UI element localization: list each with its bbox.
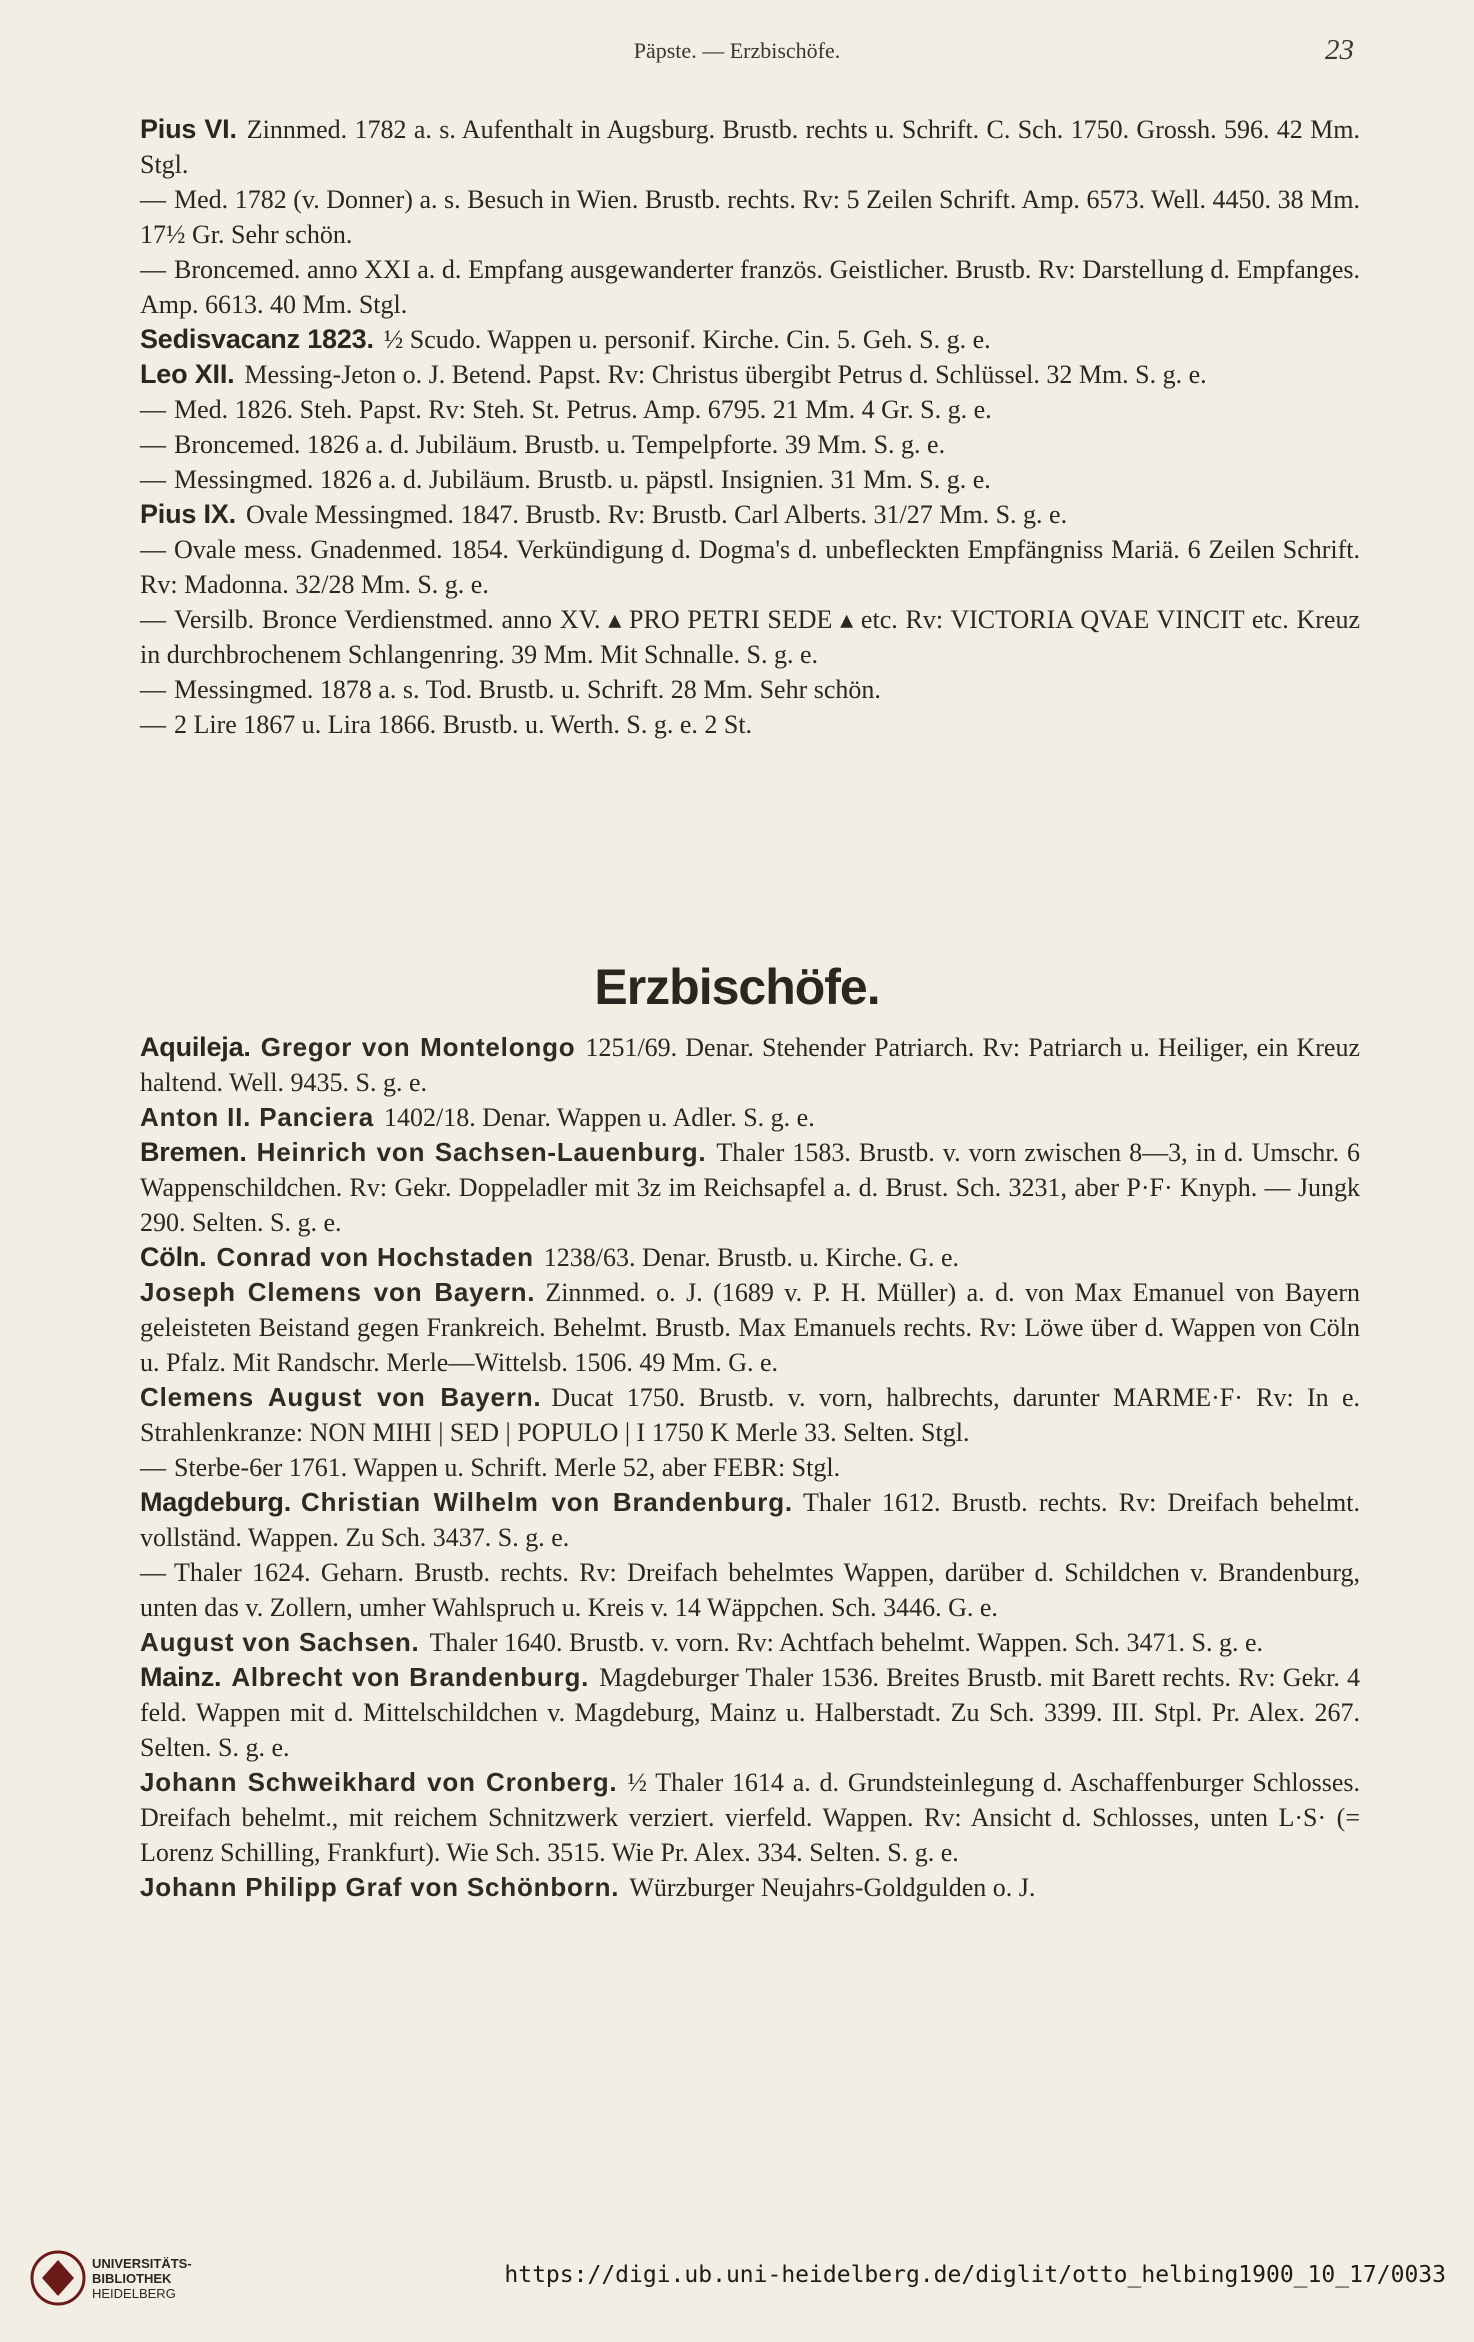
entry-description: Versilb. Bronce Verdienstmed. anno XV. ▴ PRO PETRI SEDE ▴ etc. Rv: VICTORIA QVAE VINCIT etc. Kreuz in durchbrochenem Schlangenring. 39 Mm. Mit Schnalle. S. g. e. bbox=[140, 605, 1360, 669]
entry-heading: Magdeburg. bbox=[140, 1487, 291, 1517]
entry-number bbox=[0, 1276, 8, 1311]
catalog-entry bbox=[0, 1030, 1360, 1100]
entry-dash: — bbox=[140, 255, 166, 284]
catalog-entry bbox=[0, 1135, 1360, 1240]
entry-description: 1402/18. Denar. Wappen u. Adler. S. g. e. bbox=[384, 1103, 815, 1132]
entry-number bbox=[0, 393, 8, 428]
library-name-line: UNIVERSITÄTS- bbox=[92, 2256, 192, 2271]
catalog-entry bbox=[0, 427, 1360, 462]
entry-description: 1238/63. Denar. Brustb. u. Kirche. G. e. bbox=[543, 1243, 959, 1272]
entry-description: Broncemed. 1826 a. d. Jubiläum. Brustb. u. Tempelpforte. 39 Mm. S. g. e. bbox=[174, 430, 946, 459]
entry-number bbox=[0, 1451, 8, 1486]
entry-ruler-name: Anton II. Panciera bbox=[140, 1102, 375, 1132]
catalog-entry bbox=[0, 357, 1360, 392]
section-title: Erzbischöfe. bbox=[594, 959, 880, 1015]
entry-number bbox=[0, 533, 8, 568]
entry-heading: Leo XII. bbox=[140, 359, 235, 389]
entry-number bbox=[0, 1556, 8, 1591]
catalog-entry bbox=[0, 672, 1360, 707]
entry-number bbox=[0, 323, 8, 358]
entry-heading: Pius VI. bbox=[140, 114, 237, 144]
catalog-entry bbox=[0, 1870, 1360, 1905]
entry-description: Messingmed. 1826 a. d. Jubiläum. Brustb. u. päpstl. Insignien. 31 Mm. S. g. e. bbox=[174, 465, 991, 494]
catalog-entry bbox=[0, 462, 1360, 497]
entry-number bbox=[0, 603, 8, 638]
entry-number bbox=[0, 1241, 8, 1276]
entry-number bbox=[0, 498, 8, 533]
entry-ruler-name: Joseph Clemens von Bayern. bbox=[140, 1277, 536, 1307]
entry-number bbox=[0, 1766, 8, 1801]
catalog-entry bbox=[0, 1240, 1360, 1275]
entry-description: Zinnmed. 1782 a. s. Aufenthalt in Augsburg. Brustb. rechts u. Schrift. C. Sch. 1750. Grossh. 596. 42 Mm. Stgl. bbox=[140, 115, 1360, 179]
entry-description: Med. 1782 (v. Donner) a. s. Besuch in Wien. Brustb. rechts. Rv: 5 Zeilen Schrift. Amp. 6573. Well. 4450. 38 Mm. 17½ Gr. Sehr schön. bbox=[140, 185, 1360, 249]
entry-list-archbishops bbox=[70, 1030, 1360, 1905]
page-number: 23 bbox=[1325, 34, 1354, 66]
entry-number bbox=[0, 1486, 8, 1521]
catalog-entry bbox=[0, 1660, 1360, 1765]
entry-description: Ducat 1750. Brustb. v. vorn, halbrechts, darunter MARME·F· Rv: In e. Strahlenkranze: NON MIHI | SED | POPULO | I 1750 K Merle 33. Selten. Stgl. bbox=[140, 1383, 1360, 1447]
entry-ruler-name: Johann Schweikhard von Cronberg. bbox=[140, 1767, 618, 1797]
library-name-line: HEIDELBERG bbox=[92, 2286, 176, 2301]
entry-number bbox=[0, 1626, 8, 1661]
catalog-entry bbox=[0, 1485, 1360, 1555]
entry-heading: Mainz. bbox=[140, 1662, 222, 1692]
entry-description: Messingmed. 1878 a. s. Tod. Brustb. u. Schrift. 28 Mm. Sehr schön. bbox=[174, 675, 881, 704]
entry-number bbox=[0, 708, 8, 743]
entry-ruler-name: Gregor von Montelongo bbox=[260, 1032, 576, 1062]
entry-dash: — bbox=[140, 535, 166, 564]
entry-dash: — bbox=[140, 465, 166, 494]
source-url-link[interactable]: https://digi.ub.uni-heidelberg.de/diglit/otto_helbing1900_10_17/0033 bbox=[504, 2262, 1446, 2288]
entry-number bbox=[0, 1871, 8, 1906]
entry-description: Ovale mess. Gnadenmed. 1854. Verkündigung d. Dogma's d. unbefleckten Empfängniss Mariä. 6 Zeilen Schrift. Rv: Madonna. 32/28 Mm. S. g. e. bbox=[140, 535, 1360, 599]
entry-description: Thaler 1624. Geharn. Brustb. rechts. Rv: Dreifach behelmtes Wappen, darüber d. Schildchen v. Brandenburg, unten das v. Zollern, umher Wahlspruch u. Kreis v. 14 Wäppchen. Sch. 3446. G. e. bbox=[140, 1558, 1360, 1622]
catalog-entry bbox=[0, 602, 1360, 672]
catalog-entry bbox=[0, 1765, 1360, 1870]
entry-ruler-name: Albrecht von Brandenburg. bbox=[231, 1662, 590, 1692]
entry-number bbox=[0, 183, 8, 218]
catalog-entry bbox=[0, 497, 1360, 532]
entry-description: Messing-Jeton o. J. Betend. Papst. Rv: Christus übergibt Petrus d. Schlüssel. 32 Mm. S. g. e. bbox=[244, 360, 1207, 389]
entry-description: Sterbe-6er 1761. Wappen u. Schrift. Merle 52, aber FEBR: Stgl. bbox=[174, 1453, 841, 1482]
entry-description: Magdeburger Thaler 1536. Breites Brustb. mit Barett rechts. Rv: Gekr. 4 feld. Wappen mit d. Mittelschildchen v. Magdeburg, Mainz u. Halberstadt. Zu Sch. 3399. III. Stpl. Pr. Alex. 267. Selten. S. g. e. bbox=[140, 1663, 1360, 1762]
catalog-entry bbox=[0, 252, 1360, 322]
entry-ruler-name: Heinrich von Sachsen-Lauenburg. bbox=[256, 1137, 707, 1167]
entry-description: Thaler 1583. Brustb. v. vorn zwischen 8—3, in d. Umschr. 6 Wappenschildchen. Rv: Gekr. Doppeladler mit 3z im Reichsapfel a. d. Brust. Sch. 3231, aber P·F· Knyph. — Jungk 290. Selten. S. g. e. bbox=[140, 1138, 1361, 1237]
entry-heading: Pius IX. bbox=[140, 499, 236, 529]
entry-dash: — bbox=[140, 1453, 166, 1482]
entry-number bbox=[0, 113, 8, 148]
entry-ruler-name: Christian Wilhelm von Brandenburg. bbox=[301, 1487, 793, 1517]
catalog-entry bbox=[0, 1275, 1360, 1380]
catalog-entry bbox=[0, 392, 1360, 427]
entry-number bbox=[0, 673, 8, 708]
entry-dash: — bbox=[140, 605, 166, 634]
entry-list-popes bbox=[70, 112, 1360, 742]
catalog-entry bbox=[0, 1380, 1360, 1450]
entry-number bbox=[0, 1136, 8, 1171]
entry-heading: Bremen. bbox=[140, 1137, 247, 1167]
entry-description: ½ Scudo. Wappen u. personif. Kirche. Cin. 5. Geh. S. g. e. bbox=[383, 325, 991, 354]
entry-dash: — bbox=[140, 675, 166, 704]
entry-number bbox=[0, 1661, 8, 1696]
catalog-entry bbox=[0, 182, 1360, 252]
entry-description: 2 Lire 1867 u. Lira 1866. Brustb. u. Werth. S. g. e. 2 St. bbox=[174, 710, 753, 739]
catalog-entry bbox=[0, 322, 1360, 357]
entry-dash: — bbox=[140, 1558, 166, 1587]
entry-description: Würzburger Neujahrs-Goldgulden o. J. bbox=[629, 1873, 1036, 1902]
entry-number bbox=[0, 358, 8, 393]
entry-number bbox=[0, 1101, 8, 1136]
entry-description: Med. 1826. Steh. Papst. Rv: Steh. St. Petrus. Amp. 6795. 21 Mm. 4 Gr. S. g. e. bbox=[174, 395, 992, 424]
entry-description: 1251/69. Denar. Stehender Patriarch. Rv: Patriarch u. Heiliger, ein Kreuz haltend. Well. 9435. S. g. e. bbox=[140, 1033, 1360, 1097]
entry-number bbox=[0, 1381, 8, 1416]
entry-heading: Cöln. bbox=[140, 1242, 207, 1272]
catalog-entry bbox=[0, 532, 1360, 602]
entry-heading: Aquileja. bbox=[140, 1032, 251, 1062]
entry-ruler-name: Clemens August von Bayern. bbox=[140, 1382, 542, 1412]
running-title: Päpste. — Erzbischöfe. bbox=[633, 38, 841, 63]
entry-number bbox=[0, 1031, 8, 1066]
entry-description: Zinnmed. o. J. (1689 v. P. H. Müller) a. d. von Max Emanuel von Bayern geleisteten Beistand gegen Frankreich. Behelmt. Brustb. Max Emanuels rechts. Rv: Löwe über d. Wappen von Cöln u. Pfalz. Mit Randschr. Merle—Wittelsb. 1506. 49 Mm. G. e. bbox=[140, 1278, 1361, 1377]
entry-ruler-name: Conrad von Hochstaden bbox=[216, 1242, 534, 1272]
library-name-line: BIBLIOTHEK bbox=[92, 2271, 172, 2286]
catalog-entry bbox=[0, 707, 1360, 742]
entry-dash: — bbox=[140, 430, 166, 459]
entry-description: Thaler 1612. Brustb. rechts. Rv: Dreifach behelmt. vollständ. Wappen. Zu Sch. 3437. S. g. e. bbox=[140, 1488, 1360, 1552]
catalog-entry bbox=[0, 1450, 1360, 1485]
entry-heading: Sedisvacanz 1823. bbox=[140, 324, 374, 354]
catalog-entry bbox=[0, 1555, 1360, 1625]
library-logo-icon bbox=[28, 2248, 88, 2308]
library-name bbox=[92, 2256, 192, 2301]
entry-ruler-name: Johann Philipp Graf von Schönborn. bbox=[140, 1872, 620, 1902]
entry-dash: — bbox=[140, 710, 166, 739]
entry-description: Broncemed. anno XXI a. d. Empfang ausgewanderter französ. Geistlicher. Brustb. Rv: Darstellung d. Empfanges. Amp. 6613. 40 Mm. Stgl. bbox=[140, 255, 1360, 319]
entry-description: ½ Thaler 1614 a. d. Grundsteinlegung d. Aschaffenburger Schlosses. Dreifach behelmt., mit reichem Schnitzwerk verziert. vierfeld. Wappen. Rv: Ansicht d. Schlosses, unten L·S· (= Lorenz Schilling, Frankfurt). Wie Sch. 3515. Wie Pr. Alex. 334. Selten. S. g. e. bbox=[140, 1768, 1360, 1867]
entry-number bbox=[0, 463, 8, 498]
entry-number bbox=[0, 428, 8, 463]
catalog-entry bbox=[0, 1625, 1360, 1660]
entry-dash: — bbox=[140, 185, 166, 214]
catalog-entry bbox=[0, 1100, 1360, 1135]
entry-number bbox=[0, 253, 8, 288]
entry-ruler-name: August von Sachsen. bbox=[140, 1627, 420, 1657]
entry-dash: — bbox=[140, 395, 166, 424]
entry-description: Thaler 1640. Brustb. v. vorn. Rv: Achtfach behelmt. Wappen. Sch. 3471. S. g. e. bbox=[429, 1628, 1263, 1657]
catalog-entry bbox=[0, 112, 1360, 182]
entry-description: Ovale Messingmed. 1847. Brustb. Rv: Brustb. Carl Alberts. 31/27 Mm. S. g. e. bbox=[245, 500, 1068, 529]
